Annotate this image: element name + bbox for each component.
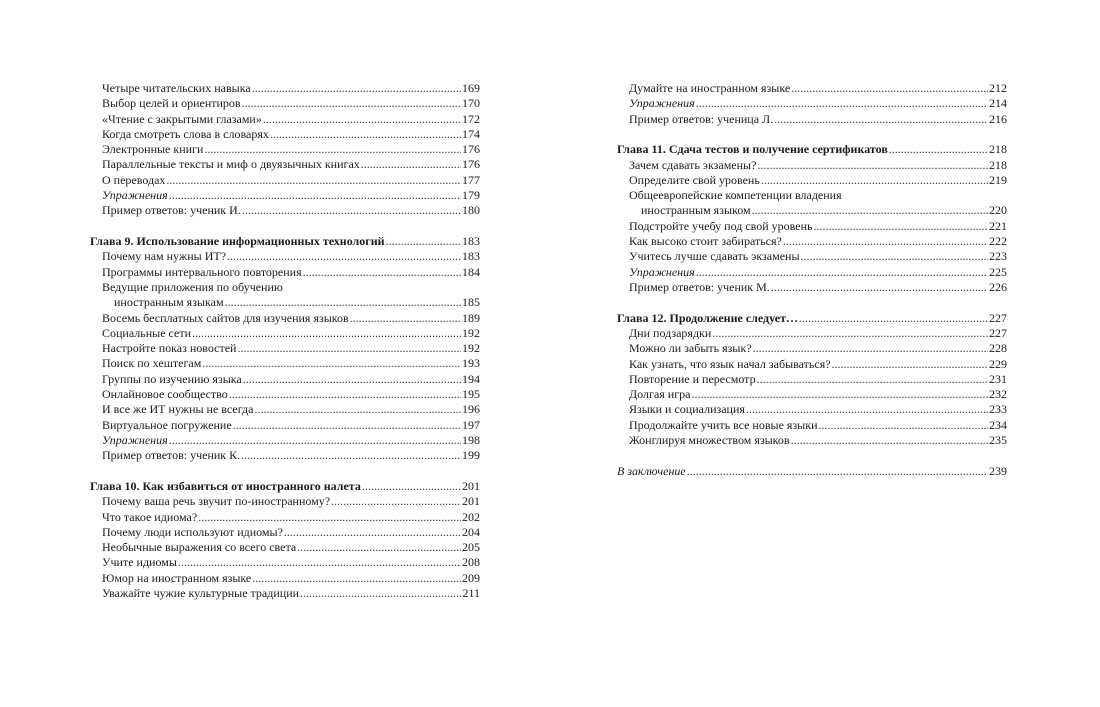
page-number: 211 <box>462 585 480 600</box>
toc-entry[interactable] <box>617 81 1007 96</box>
dot-leader <box>297 540 461 555</box>
toc-entry[interactable] <box>90 96 480 111</box>
toc-entry[interactable] <box>617 280 1007 295</box>
dot-leader <box>204 142 461 157</box>
dot-leader <box>350 311 461 326</box>
entry-title: Почему нам нужны ИТ? <box>102 249 227 264</box>
page-number: 185 <box>462 295 480 310</box>
toc-chapter-10[interactable] <box>90 479 480 494</box>
page-number: 201 <box>462 494 480 509</box>
page-number: 212 <box>989 81 1007 95</box>
toc-entry[interactable] <box>617 341 1007 356</box>
toc-entry-exercises[interactable] <box>617 265 1007 280</box>
page-number: 223 <box>989 249 1007 264</box>
toc-entry-line1[interactable] <box>617 188 1007 203</box>
entry-title: Думайте на иностранном языке <box>629 81 791 95</box>
toc-entry-exercises[interactable] <box>617 96 1007 111</box>
entry-title: Юмор на иностранном языке <box>102 570 252 585</box>
toc-entry[interactable] <box>90 326 480 341</box>
page-number: 218 <box>989 142 1007 157</box>
toc-conclusion[interactable] <box>617 464 1007 479</box>
dot-leader <box>889 142 988 157</box>
entry-title: Когда смотреть слова в словарях <box>102 126 269 141</box>
entry-title: иностранным языком <box>641 203 751 218</box>
dot-leader <box>687 464 988 479</box>
page-number: 199 <box>462 448 480 463</box>
page-number: 193 <box>462 356 480 371</box>
toc-entry[interactable] <box>617 372 1007 387</box>
entry-title: Учитесь лучше сдавать экзамены <box>629 249 800 264</box>
dot-leader <box>783 234 988 249</box>
dot-leader <box>386 234 461 249</box>
dot-leader <box>813 219 988 234</box>
toc-entry[interactable] <box>617 249 1007 264</box>
page-number: 208 <box>462 555 480 570</box>
dot-leader <box>799 311 988 326</box>
page-number: 184 <box>462 264 480 279</box>
dot-leader <box>202 356 461 371</box>
entry-title: О переводах <box>102 172 166 187</box>
toc-chapter-9[interactable] <box>90 234 480 249</box>
page-number: 214 <box>989 96 1007 111</box>
toc-entry[interactable] <box>90 127 480 142</box>
dot-leader <box>791 81 988 96</box>
entry-title: Восемь бесплатных сайтов для изучения языков <box>102 310 349 325</box>
page-number: 204 <box>462 524 480 539</box>
page-number: 233 <box>989 402 1007 417</box>
dot-leader <box>832 357 988 372</box>
entry-title: Онлайновое сообщество <box>102 387 228 402</box>
page-number: 216 <box>989 111 1007 126</box>
dot-leader <box>757 158 988 173</box>
toc-entry[interactable] <box>617 158 1007 173</box>
toc-entry[interactable] <box>617 433 1007 448</box>
entry-title: Упражнения <box>629 96 695 111</box>
entry-title: Программы интервального повторения <box>102 264 302 279</box>
toc-entry[interactable] <box>90 341 480 356</box>
toc-entry[interactable] <box>90 525 480 540</box>
toc-entry-exercises[interactable] <box>90 188 480 203</box>
page-number: 176 <box>462 157 480 172</box>
entry-title: Что такое идиома? <box>102 509 198 524</box>
toc-entry[interactable] <box>90 372 480 387</box>
page-number: 192 <box>462 325 480 340</box>
page-number: 219 <box>989 172 1007 187</box>
page-number: 172 <box>462 111 480 126</box>
entry-title: Параллельные тексты и миф о двуязычных книгах <box>102 157 360 172</box>
entry-title: Настройте показ новостей <box>102 341 237 356</box>
entry-title: И все же ИТ нужны не всегда <box>102 402 254 417</box>
dot-leader <box>757 372 988 387</box>
dot-leader <box>243 372 461 387</box>
toc-entry-line2[interactable] <box>90 295 480 310</box>
toc-right-page <box>617 81 1007 479</box>
page-number: 196 <box>462 402 480 417</box>
entry-title: Пример ответов: ученик И. <box>102 203 241 218</box>
toc-entry[interactable] <box>90 249 480 264</box>
toc-entry-exercises[interactable] <box>90 433 480 448</box>
page-number: 235 <box>989 433 1007 448</box>
dot-leader <box>169 188 461 203</box>
page-number: 228 <box>989 341 1007 356</box>
toc-entry[interactable] <box>90 356 480 371</box>
entry-title: Повторение и пересмотр <box>629 371 756 386</box>
page-number: 239 <box>989 463 1007 478</box>
page-number: 222 <box>989 234 1007 249</box>
toc-entry[interactable] <box>617 112 1007 127</box>
page-number: 176 <box>462 142 480 157</box>
toc-entry[interactable] <box>90 586 480 601</box>
page-number: 169 <box>462 81 480 95</box>
entry-title: Можно ли забыть язык? <box>629 341 752 356</box>
entry-title: Продолжайте учить все новые языки <box>629 417 818 432</box>
dot-leader <box>242 96 461 111</box>
entry-title: Зачем сдавать экзамены? <box>629 157 757 172</box>
toc-entry[interactable] <box>617 357 1007 372</box>
dot-leader <box>284 525 461 540</box>
entry-title: Подстройте учебу под свой уровень <box>629 218 813 233</box>
toc-entry[interactable] <box>617 402 1007 417</box>
page-number: 218 <box>989 157 1007 172</box>
page-number: 201 <box>462 478 480 493</box>
toc-entry[interactable] <box>90 540 480 555</box>
page-number: 225 <box>989 264 1007 279</box>
toc-entry[interactable] <box>90 265 480 280</box>
page-number: 180 <box>462 203 480 218</box>
page-number: 220 <box>989 203 1007 218</box>
dot-leader <box>361 157 461 172</box>
dot-leader <box>198 510 461 525</box>
page-number: 227 <box>989 310 1007 325</box>
entry-title: Упражнения <box>102 188 168 203</box>
page-number: 231 <box>989 371 1007 386</box>
toc-entry[interactable] <box>90 418 480 433</box>
toc-chapter-11[interactable] <box>617 142 1007 157</box>
page-number: 174 <box>462 126 480 141</box>
dot-leader <box>761 173 988 188</box>
toc-entry[interactable] <box>617 219 1007 234</box>
toc-entry[interactable] <box>617 387 1007 402</box>
dot-leader <box>753 341 988 356</box>
entry-title: Упражнения <box>102 432 168 447</box>
dot-leader <box>252 81 461 96</box>
entry-title: Определите свой уровень <box>629 172 760 187</box>
toc-entry[interactable] <box>90 494 480 509</box>
toc-entry[interactable] <box>617 234 1007 249</box>
entry-title: Необычные выражения со всего света <box>102 540 297 555</box>
entry-title: Пример ответов: ученик К. <box>102 448 241 463</box>
entry-title: Как узнать, что язык начал забываться? <box>629 356 831 371</box>
page-number: 226 <box>989 279 1007 294</box>
dot-leader <box>774 112 988 127</box>
dot-leader <box>696 96 988 111</box>
toc-entry[interactable] <box>90 571 480 586</box>
toc-entry[interactable] <box>617 326 1007 341</box>
entry-title: Почему ваша речь звучит по-иностранному? <box>102 494 331 509</box>
dot-leader <box>242 203 461 218</box>
toc-entry[interactable] <box>90 81 480 96</box>
dot-leader <box>229 387 461 402</box>
toc-entry[interactable] <box>617 418 1007 433</box>
entry-title: В заключение <box>617 463 686 478</box>
toc-left-page <box>90 81 480 601</box>
page-number: 202 <box>462 509 480 524</box>
dot-leader <box>169 433 461 448</box>
entry-title: Жонглируя множеством языков <box>629 433 790 448</box>
page-number: 195 <box>462 387 480 402</box>
chapter-title: Глава 12. Продолжение следует… <box>617 310 798 325</box>
toc-chapter-12[interactable] <box>617 311 1007 326</box>
dot-leader <box>801 249 988 264</box>
toc-entry[interactable] <box>90 203 480 218</box>
entry-title: Социальные сети <box>102 325 192 340</box>
dot-leader <box>771 280 988 295</box>
page-number: 177 <box>462 172 480 187</box>
dot-leader <box>746 402 988 417</box>
toc-entry[interactable] <box>90 173 480 188</box>
toc-entry[interactable] <box>90 555 480 570</box>
page-number: 192 <box>462 341 480 356</box>
dot-leader <box>227 249 461 264</box>
page-number: 205 <box>462 540 480 555</box>
page-number: 229 <box>989 356 1007 371</box>
dot-leader <box>241 448 461 463</box>
page-number: 209 <box>462 570 480 585</box>
dot-leader <box>331 494 461 509</box>
entry-title: Языки и социализация <box>629 402 745 417</box>
entry-title: Долгая игра <box>629 387 691 402</box>
dot-leader <box>691 387 988 402</box>
page-number: 234 <box>989 417 1007 432</box>
page-number: 183 <box>462 249 480 264</box>
toc-entry[interactable] <box>90 510 480 525</box>
page-number: 170 <box>462 96 480 111</box>
dot-leader <box>270 127 461 142</box>
dot-leader <box>225 295 461 310</box>
entry-title: Учите идиомы <box>102 555 177 570</box>
toc-entry-line2[interactable] <box>617 203 1007 218</box>
page-number: 198 <box>462 432 480 447</box>
dot-leader <box>178 555 461 570</box>
entry-title: Ведущие приложения по обучению <box>102 279 283 294</box>
entry-title: Четыре читательских навыка <box>102 81 251 95</box>
dot-leader <box>252 571 461 586</box>
page-number: 227 <box>989 325 1007 340</box>
page-number: 183 <box>462 234 480 249</box>
entry-title: Дни подзарядки <box>629 325 712 340</box>
entry-title: Как высоко стоит забираться? <box>629 234 782 249</box>
toc-entry[interactable] <box>617 173 1007 188</box>
dot-leader <box>303 265 461 280</box>
entry-title: «Чтение с закрытыми глазами» <box>102 111 262 126</box>
entry-title: Поиск по хештегам <box>102 356 202 371</box>
page-number: 221 <box>989 218 1007 233</box>
dot-leader <box>192 326 461 341</box>
dot-leader <box>362 479 461 494</box>
dot-leader <box>818 418 988 433</box>
entry-title: Виртуальное погружение <box>102 417 232 432</box>
entry-title: Выбор целей и ориентиров <box>102 96 241 111</box>
dot-leader <box>254 402 461 417</box>
entry-title: Пример ответов: ученица Л. <box>629 111 774 126</box>
entry-title: Пример ответов: ученик М. <box>629 279 770 294</box>
entry-title: Электронные книги <box>102 142 204 157</box>
entry-title: иностранным языкам <box>114 295 224 310</box>
dot-leader <box>263 112 461 127</box>
dot-leader <box>237 341 461 356</box>
toc-entry[interactable] <box>90 142 480 157</box>
toc-entry[interactable] <box>90 157 480 172</box>
dot-leader <box>300 586 461 601</box>
entry-title: Уважайте чужие культурные традиции <box>102 585 300 600</box>
page-number: 189 <box>462 310 480 325</box>
entry-title: Общеевропейские компетенции владения <box>629 188 842 203</box>
toc-entry-line1[interactable] <box>90 280 480 295</box>
entry-title: Упражнения <box>629 264 695 279</box>
chapter-title: Глава 9. Использование информационных технологий <box>90 234 385 249</box>
page-number: 197 <box>462 417 480 432</box>
page-number: 179 <box>462 188 480 203</box>
toc-entry[interactable] <box>90 448 480 463</box>
dot-leader <box>752 203 988 218</box>
chapter-title: Глава 10. Как избавиться от иностранного налета <box>90 478 361 493</box>
page-number: 194 <box>462 371 480 386</box>
dot-leader <box>791 433 988 448</box>
entry-title: Почему люди используют идиомы? <box>102 524 283 539</box>
toc-entry[interactable] <box>90 311 480 326</box>
page-number: 232 <box>989 387 1007 402</box>
chapter-title: Глава 11. Сдача тестов и получение сертификатов <box>617 142 888 157</box>
toc-entry[interactable] <box>90 387 480 402</box>
dot-leader <box>233 418 461 433</box>
entry-title: Группы по изучению языка <box>102 371 242 386</box>
dot-leader <box>696 265 988 280</box>
dot-leader <box>166 173 461 188</box>
toc-entry[interactable] <box>90 112 480 127</box>
dot-leader <box>712 326 988 341</box>
toc-entry[interactable] <box>90 402 480 417</box>
